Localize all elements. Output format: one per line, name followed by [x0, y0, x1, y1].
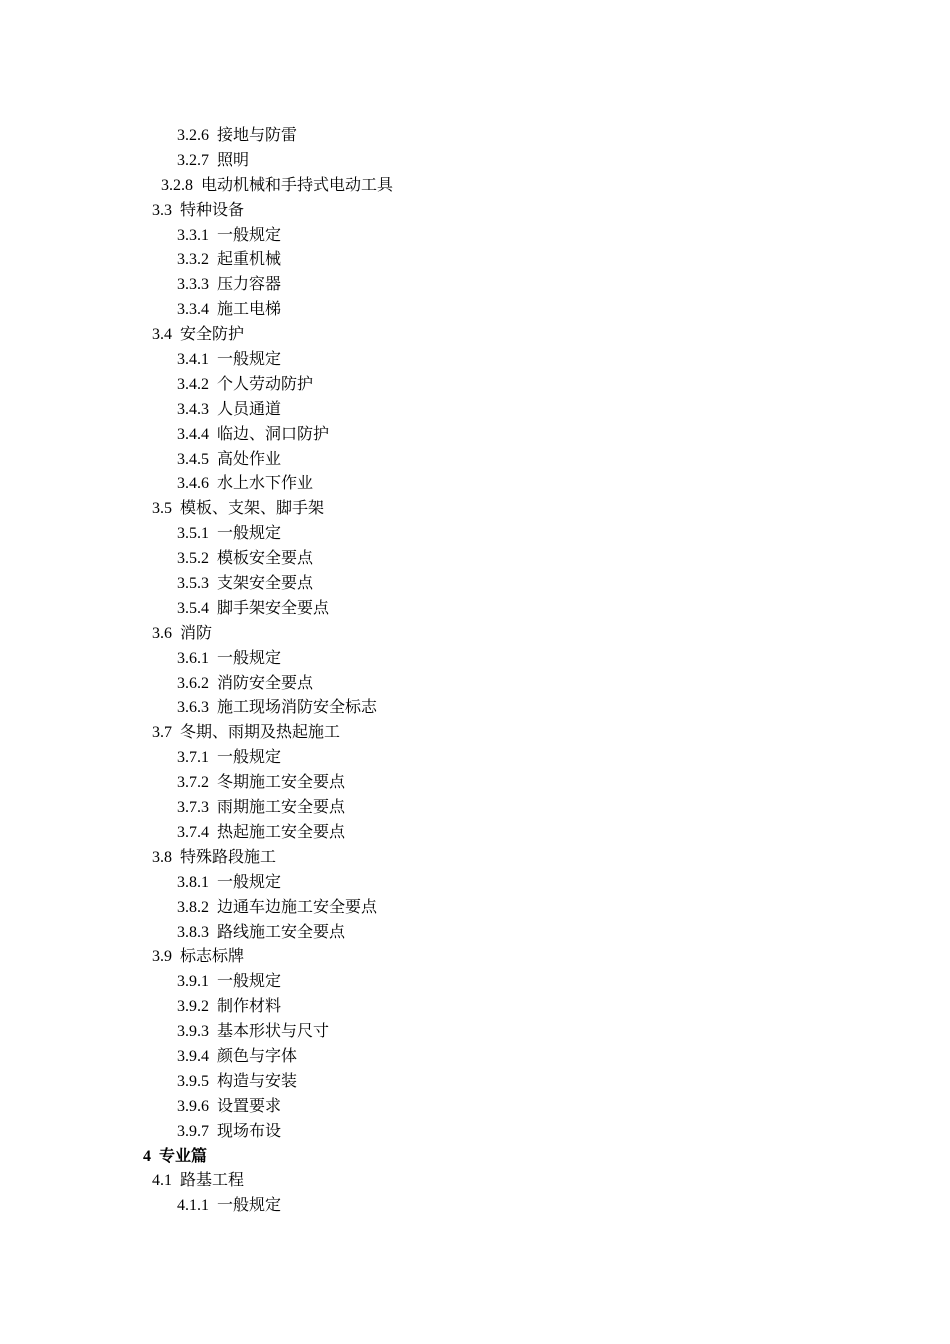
toc-entry-title: 一般规定 — [217, 351, 282, 369]
toc-entry — [0, 298, 950, 323]
toc-entry-title: 电动机械和手持式电动工具 — [201, 176, 394, 194]
toc-entry-title: 一般规定 — [217, 973, 282, 991]
toc-entry-number: 3.8.2 — [177, 898, 209, 916]
toc-entry-number: 3.7.3 — [177, 799, 209, 817]
toc-entry-title: 一般规定 — [217, 649, 282, 667]
toc-entry-title: 水上水下作业 — [217, 475, 314, 493]
toc-entry-title: 边通车边施工安全要点 — [217, 898, 378, 916]
toc-entry-number: 3.4.3 — [177, 400, 209, 418]
toc-entry-title: 人员通道 — [217, 400, 282, 418]
toc-entry — [0, 323, 950, 348]
toc-entry-title: 起重机械 — [217, 251, 282, 269]
toc-entry-number: 3.9.3 — [177, 1023, 209, 1041]
toc-entry — [0, 423, 950, 448]
toc-entry — [0, 248, 950, 273]
toc-entry-number: 3.8.3 — [177, 923, 209, 941]
toc-entry-title: 消防 — [180, 624, 213, 642]
toc-entry-number: 3.3.3 — [177, 276, 209, 294]
toc-entry-number: 3.5.1 — [177, 525, 209, 543]
toc-entry — [0, 448, 950, 473]
toc-entry-number: 3.9.5 — [177, 1072, 209, 1090]
toc-entry-number: 3.2.6 — [177, 127, 209, 144]
toc-entry — [0, 149, 950, 174]
toc-entry-title: 雨期施工安全要点 — [217, 799, 346, 817]
toc-entry-title: 热起施工安全要点 — [217, 823, 346, 841]
toc-entry-number: 3.6.2 — [177, 674, 209, 692]
toc-entry-title: 一般规定 — [217, 873, 282, 891]
toc-entry — [0, 995, 950, 1020]
toc-entry-number: 3.4.5 — [177, 450, 209, 468]
toc-entry-title: 基本形状与尺寸 — [217, 1023, 330, 1041]
toc-entry — [0, 696, 950, 721]
toc-entry — [0, 846, 950, 871]
toc-entry-title: 颜色与字体 — [217, 1047, 298, 1065]
toc-entry-number: 3.8.1 — [177, 873, 209, 891]
toc-entry-title: 施工现场消防安全标志 — [217, 699, 378, 717]
toc-entry-number: 3.4.4 — [177, 425, 209, 443]
toc-entry-title: 设置要求 — [217, 1097, 282, 1115]
toc-entry-number: 3.5.2 — [177, 550, 209, 568]
toc-entry-title: 模板、支架、脚手架 — [180, 500, 325, 518]
toc-entry-number: 3.6.3 — [177, 699, 209, 717]
toc-entry-title: 一般规定 — [217, 226, 282, 244]
toc-entry-number: 3.9 — [152, 948, 172, 966]
toc-entry-title: 施工电梯 — [217, 301, 282, 319]
toc-entry — [0, 1120, 950, 1145]
toc-entry-number: 3.5 — [152, 500, 172, 518]
toc-entry — [0, 921, 950, 946]
table-of-contents — [0, 124, 950, 1219]
toc-entry — [0, 273, 950, 298]
toc-entry-title: 现场布设 — [217, 1122, 282, 1140]
toc-entry — [0, 472, 950, 497]
toc-entry-number: 3.7.1 — [177, 749, 209, 767]
toc-entry-number: 3.4.6 — [177, 475, 209, 493]
toc-entry — [0, 622, 950, 647]
toc-entry-number: 3.3.1 — [177, 226, 209, 244]
toc-entry — [0, 1095, 950, 1120]
toc-entry-number: 3.9.1 — [177, 973, 209, 991]
toc-entry-title: 冬期、雨期及热起施工 — [180, 724, 341, 742]
toc-entry-title: 个人劳动防护 — [217, 375, 314, 393]
toc-entry-title: 高处作业 — [217, 450, 282, 468]
toc-entry-title: 路线施工安全要点 — [217, 923, 346, 941]
toc-entry-title: 照明 — [217, 151, 250, 169]
toc-entry — [0, 124, 950, 149]
toc-entry-title: 一般规定 — [217, 749, 282, 767]
toc-entry-number: 3.4 — [152, 326, 172, 344]
toc-entry-number: 3.2.8 — [161, 176, 193, 194]
toc-entry-number: 3.4.2 — [177, 375, 209, 393]
toc-entry — [0, 821, 950, 846]
toc-entry — [0, 896, 950, 921]
toc-entry-number: 4.1.1 — [177, 1197, 209, 1215]
toc-entry — [0, 1169, 950, 1194]
toc-entry-title: 压力容器 — [217, 276, 282, 294]
toc-entry-number: 4.1 — [152, 1172, 172, 1190]
toc-entry — [0, 1020, 950, 1045]
toc-entry — [0, 746, 950, 771]
toc-entry-number: 3.8 — [152, 848, 172, 866]
toc-entry — [0, 796, 950, 821]
toc-entry — [0, 672, 950, 697]
toc-entry — [0, 547, 950, 572]
toc-entry — [0, 871, 950, 896]
toc-entry-title: 一般规定 — [217, 525, 282, 543]
toc-entry — [0, 199, 950, 224]
toc-entry-number: 3.7.2 — [177, 774, 209, 792]
toc-entry — [0, 721, 950, 746]
toc-entry — [0, 373, 950, 398]
toc-entry — [0, 497, 950, 522]
toc-entry — [0, 224, 950, 249]
toc-entry-title: 路基工程 — [180, 1172, 245, 1190]
toc-entry — [0, 647, 950, 672]
toc-entry — [0, 771, 950, 796]
toc-entry-number: 3.9.2 — [177, 998, 209, 1016]
toc-entry-number: 3.3.4 — [177, 301, 209, 319]
toc-entry — [0, 970, 950, 995]
toc-entry — [0, 1145, 950, 1170]
toc-entry-title: 一般规定 — [217, 1197, 282, 1215]
toc-entry-number: 3.9.7 — [177, 1122, 209, 1140]
toc-entry — [0, 348, 950, 373]
toc-entry-number: 3.5.4 — [177, 599, 209, 617]
toc-entry — [0, 398, 950, 423]
toc-entry-number: 3.2.7 — [177, 151, 209, 169]
toc-entry-title: 安全防护 — [180, 326, 245, 344]
toc-entry-title: 消防安全要点 — [217, 674, 314, 692]
toc-entry-title: 标志标牌 — [180, 948, 245, 966]
toc-entry-title: 临边、洞口防护 — [217, 425, 330, 443]
toc-entry — [0, 945, 950, 970]
toc-entry — [0, 174, 950, 199]
toc-entry-number: 3.9.6 — [177, 1097, 209, 1115]
toc-entry-title: 支架安全要点 — [217, 575, 314, 593]
toc-entry-number: 3.9.4 — [177, 1047, 209, 1065]
toc-entry — [0, 572, 950, 597]
toc-entry — [0, 1070, 950, 1095]
toc-entry-number: 3.7.4 — [177, 823, 209, 841]
toc-entry-title: 特殊路段施工 — [180, 848, 277, 866]
toc-entry-number: 3.6 — [152, 624, 172, 642]
toc-entry-number: 3.7 — [152, 724, 172, 742]
toc-entry — [0, 1045, 950, 1070]
toc-entry-title: 制作材料 — [217, 998, 282, 1016]
toc-entry-number: 3.5.3 — [177, 575, 209, 593]
toc-entry — [0, 597, 950, 622]
toc-entry — [0, 522, 950, 547]
toc-entry-title: 冬期施工安全要点 — [217, 774, 346, 792]
toc-entry-title: 特种设备 — [180, 201, 245, 219]
toc-entry-number: 3.3 — [152, 201, 172, 219]
toc-entry-title: 构造与安装 — [217, 1072, 298, 1090]
toc-entry-title: 模板安全要点 — [217, 550, 314, 568]
toc-entry — [0, 1194, 950, 1219]
toc-entry-title: 脚手架安全要点 — [217, 599, 330, 617]
toc-entry-title: 接地与防雷 — [217, 127, 298, 144]
toc-entry-number: 3.6.1 — [177, 649, 209, 667]
toc-entry-number: 3.4.1 — [177, 351, 209, 369]
toc-entry-number: 3.3.2 — [177, 251, 209, 269]
toc-entry-title: 专业篇 — [159, 1147, 208, 1165]
toc-entry-number: 4 — [143, 1147, 151, 1165]
